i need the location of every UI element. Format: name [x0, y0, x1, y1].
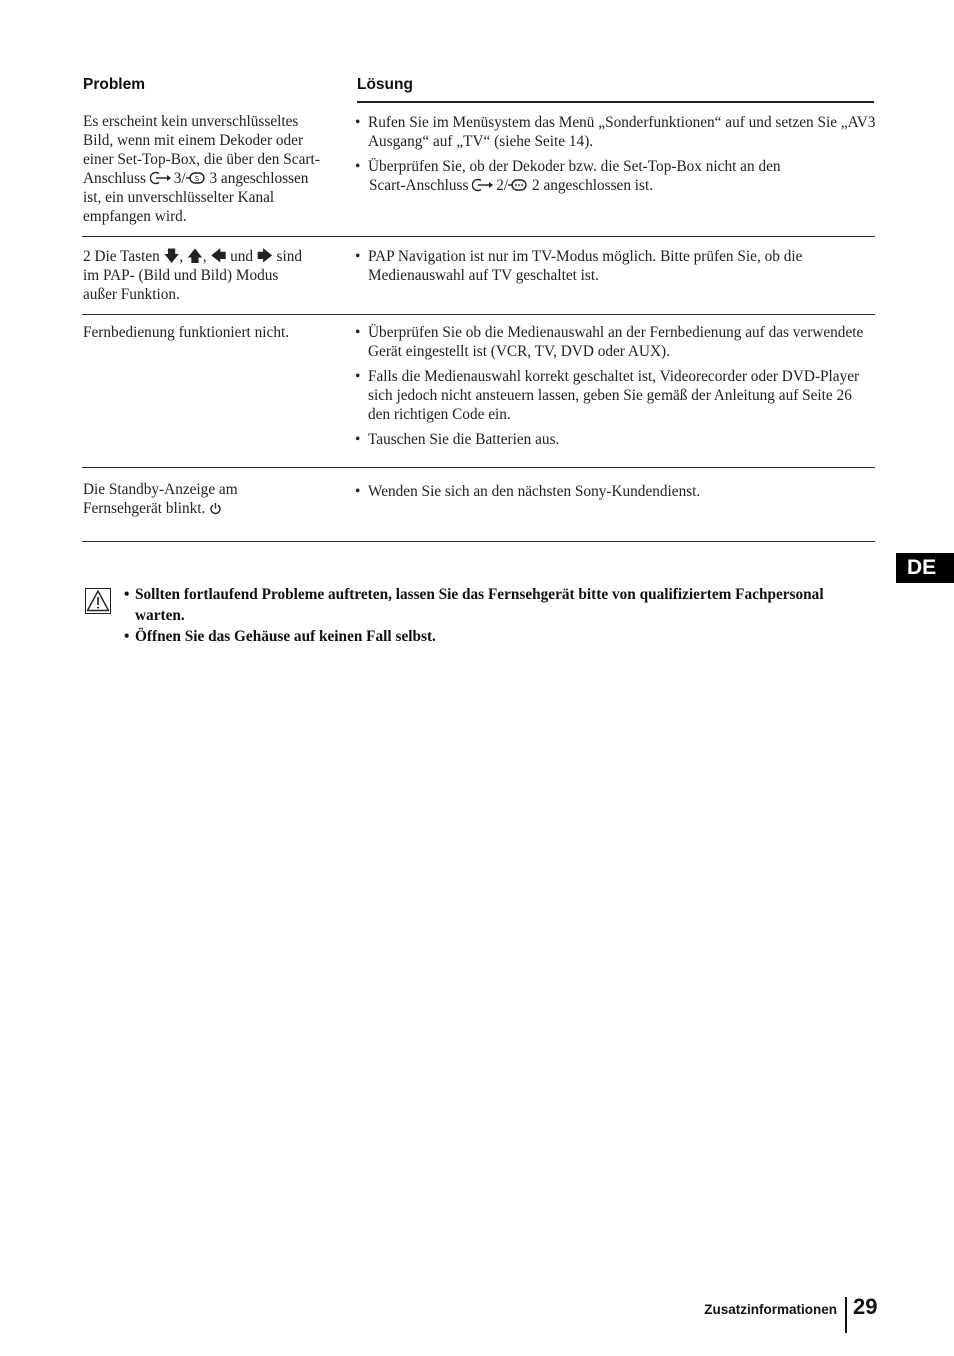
solution-item: • Überprüfen Sie ob die Medienauswahl an der Fernbedienung auf das verwendete Gerät eingestellt ist (VCR, TV, DVD oder AUX).: [355, 324, 864, 360]
problem-cell-remote: Fernbedienung funktioniert nicht.: [83, 324, 290, 341]
column-header-problem: Problem: [83, 76, 146, 93]
warning-item: • Sollten fortlaufend Probleme auftreten, lassen Sie das Fernsehgerät bitte von qualifiziertem Fachpersonal warten.: [124, 586, 824, 624]
solution-item: • Falls die Medienauswahl korrekt geschaltet ist, Videorecorder oder DVD-Player sich jedoch nicht ansteuern lassen, geben Sie gemäß der Anleitung auf Seite 26 den richtigen Code ein.: [355, 368, 860, 423]
solution-item: • Tauschen Sie die Batterien aus.: [355, 431, 560, 448]
header-rule: [357, 101, 874, 103]
warning-item: • Öffnen Sie das Gehäuse auf keinen Fall selbst.: [124, 628, 436, 645]
solution-item: • PAP Navigation ist nur im TV-Modus möglich. Bitte prüfen Sie, ob die Medienauswahl auf TV geschaltet ist.: [355, 248, 803, 284]
row-divider: [82, 314, 875, 315]
solution-list-pap: [355, 247, 877, 291]
standby-icon: [209, 502, 222, 515]
solution-item: • Überprüfen Sie, ob der Dekoder bzw. die Set-Top-Box nicht an den Scart-Anschluss 2/ 2 angeschlossen ist.: [355, 158, 781, 194]
arrow-left-icon: 🡄: [210, 248, 227, 265]
solution-list-standby: [355, 482, 877, 507]
row-divider: [82, 236, 875, 237]
svg-text:S: S: [194, 175, 199, 183]
scart-output-icon: [508, 178, 528, 192]
row-divider: [82, 467, 875, 468]
page-number: 29: [853, 1294, 878, 1319]
warning-triangle-icon: [85, 588, 111, 614]
arrow-down-icon: 🡇: [163, 248, 180, 265]
problem-cell-standby: Die Standby-Anzeige am Fernsehgerät blinkt.: [83, 481, 238, 517]
problem-cell-pap: 2 Die Tasten 🡇, 🡅, 🡄 und 🡆 sind im PAP- (Bild und Bild) Modus außer Funktion.: [83, 248, 302, 303]
solution-item: • Wenden Sie sich an den nächsten Sony-Kundendienst.: [355, 483, 701, 500]
solution-item: • Rufen Sie im Menüsystem das Menü „Sonderfunktionen“ auf und setzen Sie „AV3 Ausgang“ auf „TV“ (siehe Seite 14).: [355, 114, 876, 150]
problem-cell-decoder: Es erscheint kein unverschlüsseltes Bild, wenn mit einem Dekoder oder einer Set-Top-Box, die über den Scart- Anschluss 3/ S 3 angeschlossen ist, ein unverschlüsselter Kanal empfangen wird.: [83, 113, 320, 225]
table-bottom-rule: [82, 541, 875, 542]
solution-list-remote: [355, 323, 877, 455]
arrow-right-icon: 🡆: [256, 248, 273, 265]
footer-divider: [845, 1297, 847, 1333]
language-tab: DE: [896, 553, 954, 583]
arrow-up-icon: 🡅: [187, 248, 203, 265]
scart-s-video-icon: [186, 171, 206, 185]
solution-list-decoder: [355, 113, 877, 201]
scart-in-out-icon: [150, 171, 174, 185]
scart-in-out-icon: [472, 178, 496, 192]
warning-list: [124, 584, 844, 647]
column-header-solution: Lösung: [357, 76, 413, 93]
footer-section-title: Zusatzinformationen: [704, 1302, 837, 1317]
